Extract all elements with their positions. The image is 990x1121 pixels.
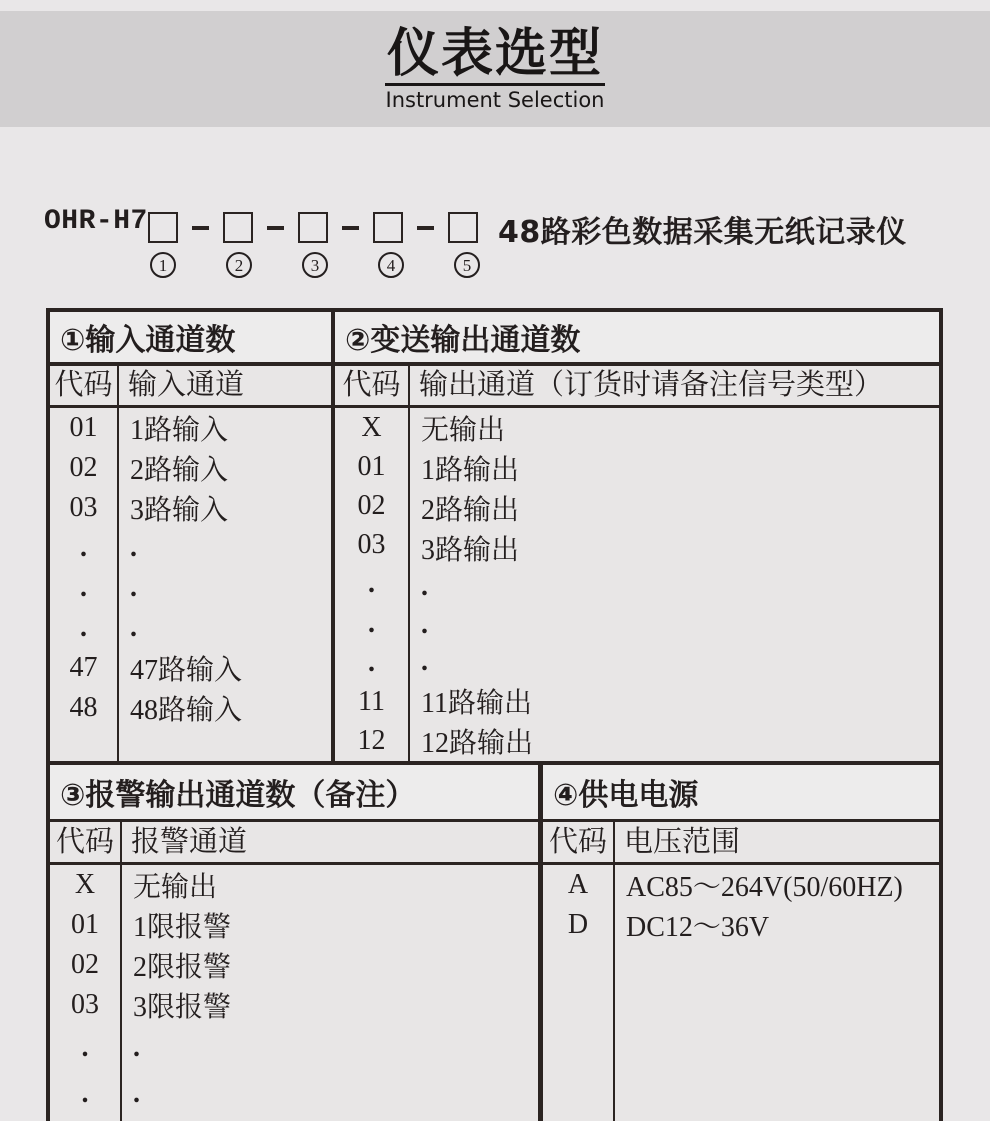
table-cell: 02 — [357, 490, 386, 522]
s3-name-column — [122, 865, 538, 1121]
position-marker — [300, 252, 330, 278]
table-cell: 11路输出 — [421, 688, 532, 720]
table-cell: 02 — [71, 949, 99, 980]
code-box — [148, 212, 178, 243]
table-cell: DC12～36V — [626, 912, 770, 943]
section-2-title: ②变送输出通道数 — [345, 323, 581, 358]
table-cell: . — [130, 532, 137, 563]
model-prefix: OHR-H7 — [44, 206, 148, 237]
table-cell: . — [368, 646, 375, 678]
s2-name-column — [410, 408, 939, 761]
dash-separator — [417, 226, 434, 230]
position-markers — [148, 252, 482, 278]
code-box — [223, 212, 253, 243]
table-cell: 2路输出 — [421, 495, 520, 526]
dash-separator — [342, 226, 359, 230]
table-cell: 2路输入 — [130, 455, 229, 486]
code-box — [298, 212, 328, 243]
s1-code-column — [50, 408, 119, 761]
code-box — [373, 212, 403, 243]
table-cell: A — [567, 869, 589, 900]
section-1-body — [50, 408, 335, 761]
table-cell: X — [361, 411, 382, 443]
dash-separator — [267, 226, 284, 230]
table-cell: 11 — [358, 686, 385, 718]
table-body-lower — [50, 865, 939, 1121]
position-marker-number: 5 — [454, 252, 480, 278]
section-1-title: ①输入通道数 — [50, 312, 335, 362]
s2-code-column — [335, 408, 410, 761]
position-marker — [376, 252, 406, 278]
table-cell: . — [421, 570, 428, 602]
position-marker-number: 4 — [378, 252, 404, 278]
table-cell: 3路输入 — [130, 495, 229, 526]
section-header-row-lower — [50, 765, 939, 822]
position-marker-number: 1 — [150, 252, 176, 278]
position-marker — [452, 252, 482, 278]
table-cell: 2限报警 — [133, 952, 232, 983]
code-box — [448, 212, 478, 243]
table-cell: . — [368, 607, 375, 639]
table-cell: 01 — [71, 909, 99, 940]
position-marker — [224, 252, 254, 278]
table-cell: . — [80, 532, 87, 563]
section-3-body — [50, 865, 543, 1121]
table-cell: 03 — [357, 529, 386, 561]
table-cell: 02 — [69, 452, 98, 483]
table-cell: 无输出 — [421, 415, 506, 446]
model-description: 48路彩色数据采集无纸记录仪 — [498, 215, 907, 250]
page-title: 仪表选型 — [385, 26, 605, 86]
table-cell: 3限报警 — [133, 992, 232, 1023]
s3-code-header: 代码 — [50, 822, 122, 862]
s2-code-header: 代码 — [335, 366, 410, 405]
dash-separator — [192, 226, 209, 230]
s2-name-header: 输出通道（订货时请备注信号类型） — [419, 369, 884, 401]
table-cell: . — [368, 568, 375, 600]
header-band — [0, 11, 990, 127]
table-cell: . — [81, 1032, 89, 1063]
s1-code-header: 代码 — [50, 366, 119, 405]
page-subtitle: Instrument Selection — [385, 88, 605, 113]
s4-code-header: 代码 — [543, 822, 615, 862]
section-4-title: ④供电电源 — [553, 778, 699, 813]
table-cell: . — [421, 608, 428, 640]
s4-code-column — [543, 865, 615, 1121]
table-cell: X — [74, 869, 96, 900]
table-cell: AC85～264V(50/60HZ) — [626, 872, 903, 903]
s1-name-header: 输入通道 — [119, 366, 335, 405]
table-cell: 3路输出 — [421, 535, 520, 566]
table-cell: 1限报警 — [133, 912, 232, 943]
table-cell: 03 — [71, 989, 99, 1020]
section-3-title: ③报警输出通道数（备注） — [50, 765, 543, 819]
table-cell: . — [130, 572, 137, 603]
table-cell: 48 — [69, 692, 98, 723]
table-cell: . — [133, 1078, 140, 1109]
column-header-row-upper — [50, 366, 939, 408]
section-4-body — [543, 865, 939, 1121]
s1-name-column — [119, 408, 331, 761]
s3-name-header: 报警通道 — [122, 822, 543, 862]
table-cell: . — [80, 572, 87, 603]
table-cell: 47路输入 — [130, 655, 243, 686]
section-header-row-upper — [50, 312, 939, 366]
table-cell: 47 — [69, 652, 98, 683]
position-marker — [148, 252, 178, 278]
selection-table — [46, 308, 943, 1121]
table-cell: . — [81, 1078, 89, 1109]
table-cell: 12路输出 — [421, 728, 534, 760]
s4-name-header: 电压范围 — [624, 825, 741, 858]
table-body-upper — [50, 408, 939, 765]
table-cell: . — [133, 1032, 140, 1063]
position-marker-number: 3 — [302, 252, 328, 278]
table-cell: 12 — [357, 725, 386, 757]
table-cell: 1路输出 — [421, 455, 520, 486]
table-cell: 1路输入 — [130, 415, 229, 446]
section-2-body — [335, 408, 939, 761]
table-cell: . — [130, 612, 137, 643]
s3-code-column — [50, 865, 122, 1121]
table-cell: . — [421, 646, 428, 678]
table-cell: 01 — [69, 412, 98, 443]
model-code-boxes — [148, 212, 478, 243]
table-cell: D — [567, 909, 589, 940]
column-header-row-lower — [50, 822, 939, 865]
table-cell: 01 — [357, 450, 386, 482]
s4-name-column — [615, 865, 939, 1121]
table-cell: 48路输入 — [130, 695, 243, 726]
table-cell: . — [80, 612, 87, 643]
table-cell: 无输出 — [133, 872, 218, 903]
position-marker-number: 2 — [226, 252, 252, 278]
table-cell: 03 — [69, 492, 98, 523]
